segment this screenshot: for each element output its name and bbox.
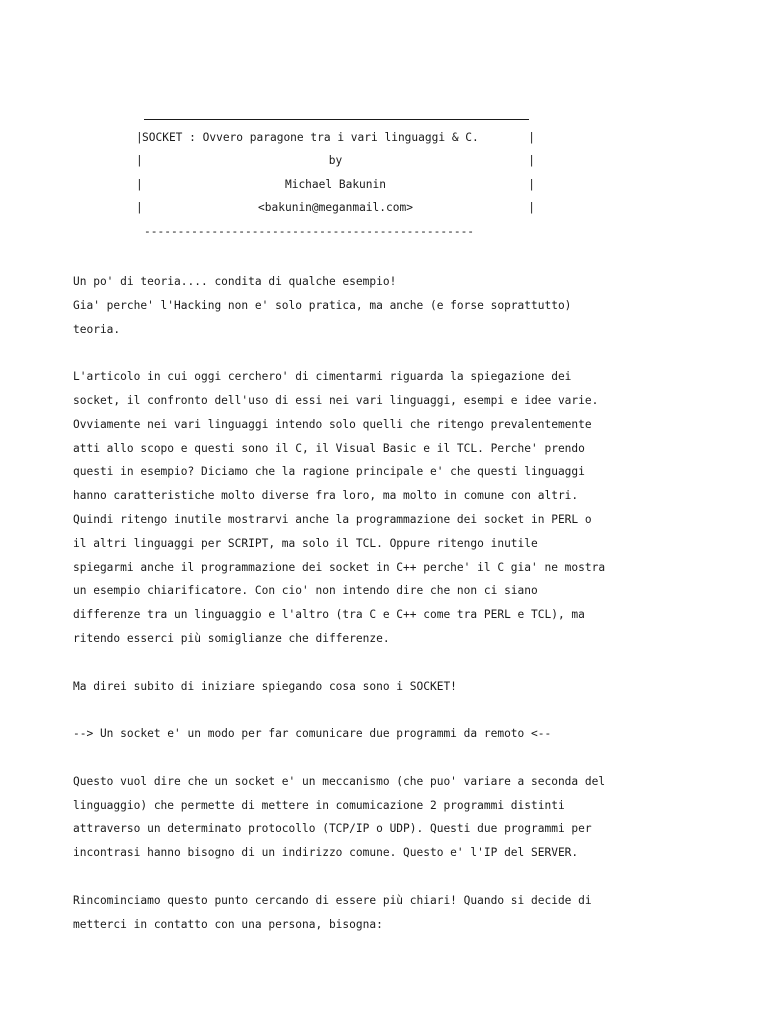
banner-email-line	[136, 200, 541, 216]
text-line: Rincominciamo questo punto cercando di essere più chiari! Quando si decide di	[73, 893, 592, 907]
text-line: L'articolo in cui oggi cerchero' di cimentarmi riguarda la spiegazione dei	[73, 370, 572, 384]
banner-bar-left: |	[136, 178, 143, 191]
banner-bottom-rule: -------------------------------------------------	[144, 225, 475, 238]
author-name: Michael Bakunin	[284, 178, 387, 191]
banner-top-rule	[144, 119, 529, 120]
text-line: un esempio chiarificatore. Con cio' non intendo dire che non ci siano	[73, 584, 538, 598]
text-line: Un po' di teoria.... condita di qualche esempio!	[73, 275, 397, 288]
paragraph-gap	[73, 865, 723, 889]
text-line: spiegarmi anche il programmazione dei socket in C++ perche' il C gia' ne mostra	[73, 560, 606, 574]
byline-by: by	[328, 154, 343, 167]
banner-bar-right: |	[528, 201, 535, 214]
paragraph-gap	[73, 341, 723, 365]
banner-bar-right: |	[528, 131, 535, 144]
banner-bar-right: |	[528, 154, 535, 167]
banner-bar-left: |	[136, 131, 143, 144]
article-body	[73, 270, 723, 936]
banner-bar-right: |	[528, 178, 535, 191]
document-title: SOCKET : Ovvero paragone tra i vari linguaggi & C.	[142, 131, 479, 144]
paragraph	[73, 365, 723, 651]
text-line: --> Un socket e' un modo per far comunicare due programmi da remoto <--	[73, 727, 552, 741]
text-line: metterci in contatto con una persona, bisogna:	[73, 917, 383, 931]
text-line: hanno caratteristiche molto diverse fra loro, ma molto in comune con altri.	[73, 489, 579, 503]
text-line: Quindi ritengo inutile mostrarvi anche la programmazione dei socket in PERL o	[73, 512, 592, 526]
text-line: linguaggio) che permette di mettere in comumicazione 2 programmi distinti	[73, 798, 565, 812]
paragraph	[73, 889, 723, 937]
text-line: teoria.	[73, 322, 121, 336]
text-line: socket, il confronto dell'uso di essi nei vari linguaggi, esempi e idee varie.	[73, 393, 599, 407]
paragraph	[73, 722, 723, 746]
banner-bar-left: |	[136, 201, 143, 214]
text-line: atti allo scopo e questi sono il C, il Visual Basic e il TCL. Perche' prendo	[73, 441, 585, 455]
title-banner	[136, 106, 541, 236]
banner-by-line	[136, 153, 541, 169]
text-line: Gia' perche' l'Hacking non e' solo pratica, ma anche (e forse soprattutto)	[73, 298, 572, 312]
paragraph	[73, 675, 723, 699]
text-line: Ma direi subito di iniziare spiegando cosa sono i SOCKET!	[73, 679, 457, 693]
text-line: differenze tra un linguaggio e l'altro (tra C e C++ come tra PERL e TCL), ma	[73, 608, 585, 622]
text-line: attraverso un determinato protocollo (TCP/IP o UDP). Questi due programmi per	[73, 822, 592, 836]
text-line: ritendo esserci più somiglianze che differenze.	[73, 631, 390, 645]
paragraph-gap	[73, 698, 723, 722]
paragraph	[73, 770, 723, 865]
author-email: <bakunin@meganmail.com>	[258, 201, 413, 214]
banner-title-line	[136, 130, 541, 146]
text-line: il altri linguaggi per SCRIPT, ma solo il TCL. Oppure ritengo inutile	[73, 536, 538, 550]
paragraph-gap	[73, 651, 723, 675]
text-line: questi in esempio? Diciamo che la ragione principale e' che questi linguaggi	[73, 465, 585, 479]
banner-bar-left: |	[136, 154, 143, 167]
text-line: Questo vuol dire che un socket e' un meccanismo (che puo' variare a seconda del	[73, 774, 606, 788]
paragraph	[73, 270, 723, 341]
text-line: incontrasi hanno bisogno di un indirizzo comune. Questo e' l'IP del SERVER.	[73, 846, 579, 860]
text-line: Ovviamente nei vari linguaggi intendo solo quelli che ritengo prevalentemente	[73, 417, 592, 431]
banner-author-line	[136, 177, 541, 193]
paragraph-gap	[73, 746, 723, 770]
